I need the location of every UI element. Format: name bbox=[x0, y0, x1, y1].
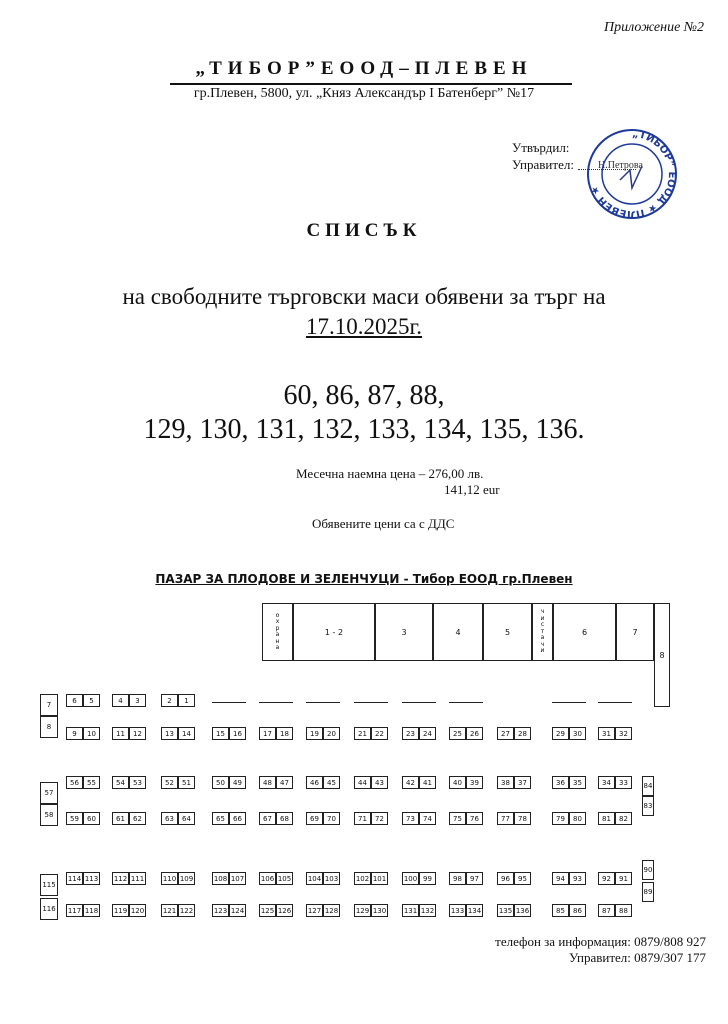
market-table-2: 2 bbox=[161, 694, 178, 707]
market-table-78: 78 bbox=[514, 812, 531, 825]
market-table-119: 119 bbox=[112, 904, 129, 917]
market-table-51: 51 bbox=[178, 776, 195, 789]
market-table-110: 110 bbox=[161, 872, 178, 885]
market-table-83: 83 bbox=[642, 796, 654, 816]
market-table-5: 5 bbox=[83, 694, 100, 707]
market-table-65: 65 bbox=[212, 812, 229, 825]
market-table-57: 57 bbox=[40, 782, 58, 804]
market-table-84: 84 bbox=[642, 776, 654, 796]
market-table-109: 109 bbox=[178, 872, 195, 885]
market-table-64: 64 bbox=[178, 812, 195, 825]
market-table-3: 3 bbox=[129, 694, 146, 707]
market-table-91: 91 bbox=[615, 872, 632, 885]
market-table-19: 19 bbox=[306, 727, 323, 740]
empty-table-slot bbox=[552, 702, 586, 703]
market-table-75: 75 bbox=[449, 812, 466, 825]
market-table-67: 67 bbox=[259, 812, 276, 825]
empty-table-slot bbox=[306, 702, 340, 703]
phone-info: телефон за информация: 0879/808 927 bbox=[495, 934, 706, 949]
market-table-18: 18 bbox=[276, 727, 293, 740]
market-table-99: 99 bbox=[419, 872, 436, 885]
market-table-58: 58 bbox=[40, 804, 58, 826]
market-table-68: 68 bbox=[276, 812, 293, 825]
market-table-98: 98 bbox=[449, 872, 466, 885]
market-table-48: 48 bbox=[259, 776, 276, 789]
market-table-62: 62 bbox=[129, 812, 146, 825]
market-table-50: 50 bbox=[212, 776, 229, 789]
market-table-10: 10 bbox=[83, 727, 100, 740]
market-table-97: 97 bbox=[466, 872, 483, 885]
company-address: гр.Плевен, 5800, ул. „Княз Александър I Батенберг” №17 bbox=[193, 86, 535, 101]
market-table-114: 114 bbox=[66, 872, 83, 885]
market-table-47: 47 bbox=[276, 776, 293, 789]
market-table-24: 24 bbox=[419, 727, 436, 740]
market-table-74: 74 bbox=[419, 812, 436, 825]
market-table-25: 25 bbox=[449, 727, 466, 740]
empty-table-slot bbox=[212, 702, 246, 703]
market-table-49: 49 bbox=[229, 776, 246, 789]
document-title: СПИСЪК bbox=[306, 220, 422, 241]
market-table-46: 46 bbox=[306, 776, 323, 789]
header-rule bbox=[170, 83, 572, 85]
empty-table-slot bbox=[402, 702, 436, 703]
market-table-89: 89 bbox=[642, 882, 654, 902]
market-building-1-label: охрана bbox=[275, 611, 280, 651]
phone-manager: Управител: 0879/307 177 bbox=[568, 950, 706, 965]
market-table-123: 123 bbox=[212, 904, 229, 917]
market-table-115: 115 bbox=[40, 874, 58, 896]
company-stamp bbox=[586, 128, 678, 220]
market-table-136: 136 bbox=[514, 904, 531, 917]
market-table-35: 35 bbox=[569, 776, 586, 789]
market-table-70: 70 bbox=[323, 812, 340, 825]
market-table-16: 16 bbox=[229, 727, 246, 740]
market-table-90: 90 bbox=[642, 860, 654, 880]
market-table-17: 17 bbox=[259, 727, 276, 740]
market-table-124: 124 bbox=[229, 904, 246, 917]
empty-table-slot bbox=[598, 702, 632, 703]
market-table-100: 100 bbox=[402, 872, 419, 885]
market-table-113: 113 bbox=[83, 872, 100, 885]
market-table-41: 41 bbox=[419, 776, 436, 789]
market-table-40: 40 bbox=[449, 776, 466, 789]
market-table-108: 108 bbox=[212, 872, 229, 885]
market-table-28: 28 bbox=[514, 727, 531, 740]
market-table-32: 32 bbox=[615, 727, 632, 740]
market-table-60: 60 bbox=[83, 812, 100, 825]
market-table-85: 85 bbox=[552, 904, 569, 917]
market-building-6-label: чистачи bbox=[540, 608, 545, 655]
market-table-61: 61 bbox=[112, 812, 129, 825]
document-subtitle: на свободните търговски маси обявени за търг на bbox=[122, 284, 606, 309]
market-table-12: 12 bbox=[129, 727, 146, 740]
empty-table-slot bbox=[354, 702, 388, 703]
market-building-7: 6 bbox=[553, 603, 616, 661]
market-table-129: 129 bbox=[354, 904, 371, 917]
market-table-38: 38 bbox=[497, 776, 514, 789]
market-table-37: 37 bbox=[514, 776, 531, 789]
market-building-8: 7 bbox=[616, 603, 654, 661]
market-table-20: 20 bbox=[323, 727, 340, 740]
market-table-6: 6 bbox=[66, 694, 83, 707]
market-building-8: 8 bbox=[654, 603, 670, 707]
market-table-59: 59 bbox=[66, 812, 83, 825]
market-table-116: 116 bbox=[40, 898, 58, 920]
market-table-111: 111 bbox=[129, 872, 146, 885]
market-table-126: 126 bbox=[276, 904, 293, 917]
market-table-1: 1 bbox=[178, 694, 195, 707]
market-table-92: 92 bbox=[598, 872, 615, 885]
market-table-107: 107 bbox=[229, 872, 246, 885]
market-table-44: 44 bbox=[354, 776, 371, 789]
market-table-133: 133 bbox=[449, 904, 466, 917]
market-table-34: 34 bbox=[598, 776, 615, 789]
table-numbers-line1: 60, 86, 87, 88, bbox=[283, 380, 445, 411]
market-building-1 bbox=[262, 603, 293, 661]
market-table-96: 96 bbox=[497, 872, 514, 885]
market-table-73: 73 bbox=[402, 812, 419, 825]
market-table-93: 93 bbox=[569, 872, 586, 885]
market-table-95: 95 bbox=[514, 872, 531, 885]
market-table-52: 52 bbox=[161, 776, 178, 789]
market-table-86: 86 bbox=[569, 904, 586, 917]
market-table-106: 106 bbox=[259, 872, 276, 885]
market-table-4: 4 bbox=[112, 694, 129, 707]
market-table-53: 53 bbox=[129, 776, 146, 789]
market-table-43: 43 bbox=[371, 776, 388, 789]
market-table-80: 80 bbox=[569, 812, 586, 825]
market-table-26: 26 bbox=[466, 727, 483, 740]
market-table-105: 105 bbox=[276, 872, 293, 885]
market-table-94: 94 bbox=[552, 872, 569, 885]
market-table-55: 55 bbox=[83, 776, 100, 789]
market-table-134: 134 bbox=[466, 904, 483, 917]
market-table-23: 23 bbox=[402, 727, 419, 740]
market-table-103: 103 bbox=[323, 872, 340, 885]
market-table-101: 101 bbox=[371, 872, 388, 885]
market-table-14: 14 bbox=[178, 727, 195, 740]
market-table-118: 118 bbox=[83, 904, 100, 917]
market-table-125: 125 bbox=[259, 904, 276, 917]
market-table-8: 8 bbox=[40, 716, 58, 738]
market-table-22: 22 bbox=[371, 727, 388, 740]
market-table-33: 33 bbox=[615, 776, 632, 789]
market-table-122: 122 bbox=[178, 904, 195, 917]
monthly-rent-eur: 141,12 eur bbox=[444, 482, 500, 497]
empty-table-slot bbox=[449, 702, 483, 703]
market-table-27: 27 bbox=[497, 727, 514, 740]
market-table-72: 72 bbox=[371, 812, 388, 825]
market-table-31: 31 bbox=[598, 727, 615, 740]
market-table-77: 77 bbox=[497, 812, 514, 825]
market-building-5: 5 bbox=[483, 603, 532, 661]
market-table-112: 112 bbox=[112, 872, 129, 885]
market-table-135: 135 bbox=[497, 904, 514, 917]
market-table-71: 71 bbox=[354, 812, 371, 825]
company-name: „ТИБОР”ЕООД–ПЛЕВЕН bbox=[195, 58, 533, 79]
monthly-rent-bgn: Месечна наемна цена – 276,00 лв. bbox=[296, 466, 484, 481]
market-table-102: 102 bbox=[354, 872, 371, 885]
market-table-56: 56 bbox=[66, 776, 83, 789]
market-table-15: 15 bbox=[212, 727, 229, 740]
appendix-label: Приложение №2 bbox=[604, 20, 704, 35]
approved-label: Утвърдил: bbox=[512, 140, 570, 155]
market-table-127: 127 bbox=[306, 904, 323, 917]
market-table-132: 132 bbox=[419, 904, 436, 917]
market-table-76: 76 bbox=[466, 812, 483, 825]
market-table-39: 39 bbox=[466, 776, 483, 789]
auction-date bbox=[0, 314, 728, 340]
market-plan-title: ПАЗАР ЗА ПЛОДОВЕ И ЗЕЛЕНЧУЦИ - Тибор ЕООД гр.Плевен bbox=[155, 572, 573, 586]
svg-text:„ТИБОР” ЕООД ★ ПЛЕВЕН ★: „ТИБОР” ЕООД ★ ПЛЕВЕН ★ bbox=[589, 128, 678, 220]
empty-table-slot bbox=[259, 702, 293, 703]
auction-date-text: 17.10.2025г. bbox=[305, 314, 423, 339]
market-table-29: 29 bbox=[552, 727, 569, 740]
market-table-88: 88 bbox=[615, 904, 632, 917]
vat-note: Обявените цени са с ДДС bbox=[312, 516, 455, 531]
market-table-54: 54 bbox=[112, 776, 129, 789]
table-numbers-line2: 129, 130, 131, 132, 133, 134, 135, 136. bbox=[143, 414, 585, 445]
market-table-120: 120 bbox=[129, 904, 146, 917]
market-table-42: 42 bbox=[402, 776, 419, 789]
market-table-13: 13 bbox=[161, 727, 178, 740]
market-table-69: 69 bbox=[306, 812, 323, 825]
manager-label: Управител: bbox=[512, 157, 574, 172]
market-table-9: 9 bbox=[66, 727, 83, 740]
market-table-131: 131 bbox=[402, 904, 419, 917]
market-table-81: 81 bbox=[598, 812, 615, 825]
market-building-4: 4 bbox=[433, 603, 483, 661]
market-table-82: 82 bbox=[615, 812, 632, 825]
manager-name: Н.Петрова bbox=[598, 160, 643, 171]
market-table-11: 11 bbox=[112, 727, 129, 740]
market-table-104: 104 bbox=[306, 872, 323, 885]
market-table-128: 128 bbox=[323, 904, 340, 917]
market-building-6 bbox=[532, 603, 553, 661]
market-table-30: 30 bbox=[569, 727, 586, 740]
market-table-66: 66 bbox=[229, 812, 246, 825]
market-table-79: 79 bbox=[552, 812, 569, 825]
market-table-63: 63 bbox=[161, 812, 178, 825]
market-table-7: 7 bbox=[40, 694, 58, 716]
market-table-117: 117 bbox=[66, 904, 83, 917]
market-table-21: 21 bbox=[354, 727, 371, 740]
market-building-3: 3 bbox=[375, 603, 433, 661]
market-table-87: 87 bbox=[598, 904, 615, 917]
market-table-121: 121 bbox=[161, 904, 178, 917]
market-table-130: 130 bbox=[371, 904, 388, 917]
market-table-36: 36 bbox=[552, 776, 569, 789]
market-building-2: 1 - 2 bbox=[293, 603, 375, 661]
market-table-45: 45 bbox=[323, 776, 340, 789]
